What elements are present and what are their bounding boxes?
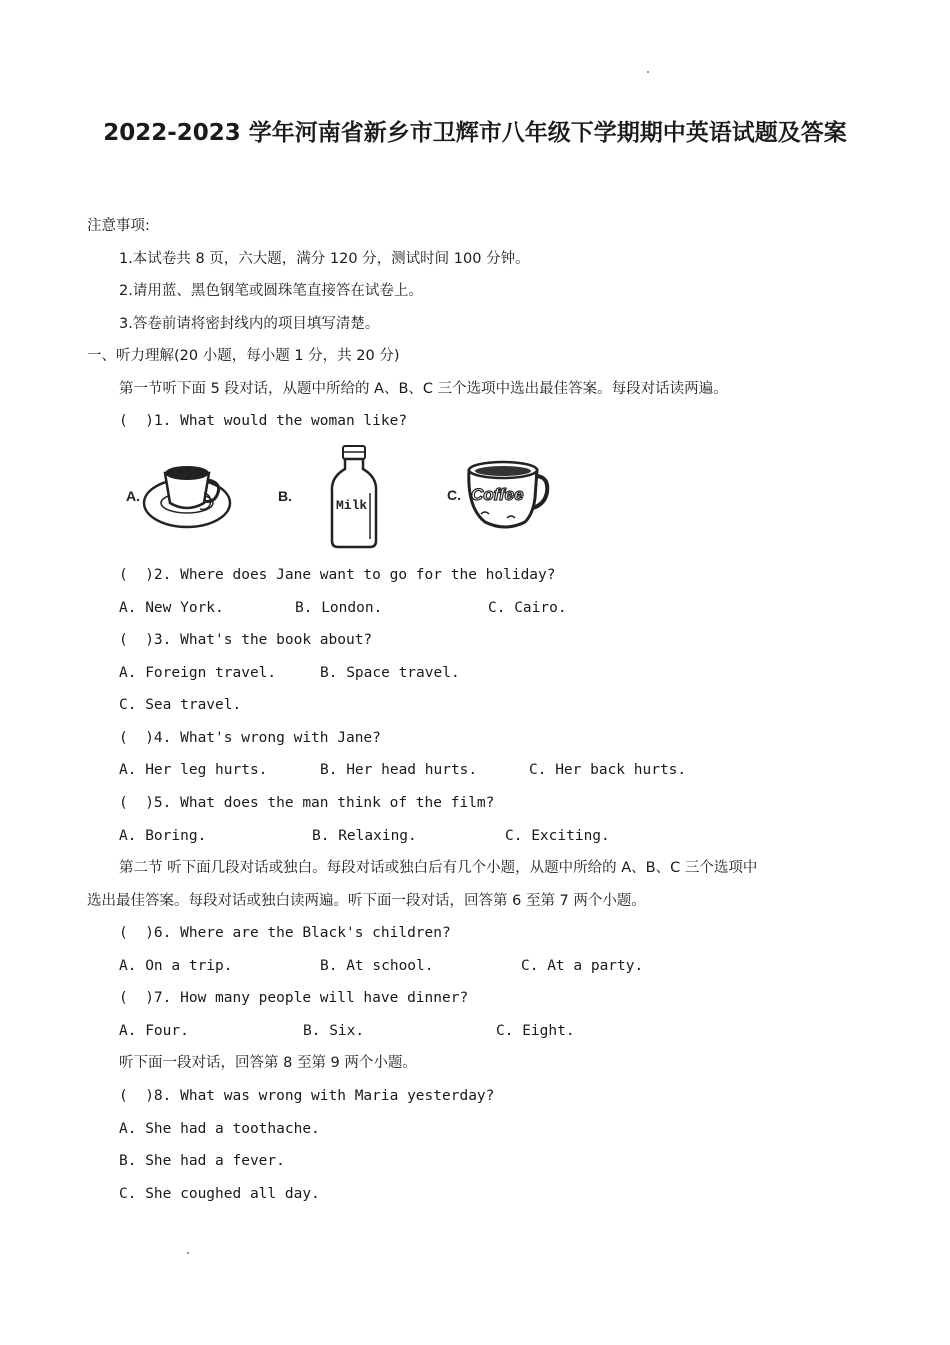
part2-intro-line-2: 选出最佳答案。每段对话或独白读两遍。听下面一段对话，回答第 6 至第 7 两个小题。 [87,893,646,909]
q4-option-b: B. Her head hurts. [320,762,478,778]
q8-option-a: A. She had a toothache. [119,1121,320,1137]
q4-option-a: A. Her leg hurts. [119,762,268,778]
q5-option-a: A. Boring. [119,828,207,844]
q4-option-c: C. Her back hurts. [529,762,687,778]
question-6-stem: ( )6. Where are the Black's children? [119,925,451,941]
q1-option-b-picture [275,443,385,551]
q2-option-b: B. London. [295,600,383,616]
q1-label-c: C. [447,487,461,503]
notice-heading: 注意事项: [87,218,150,234]
q1-option-c-picture [445,458,555,538]
q7-option-b: B. Six. [303,1023,365,1039]
question-7-stem: ( )7. How many people will have dinner? [119,990,469,1006]
speck-bottom [187,1252,189,1254]
q3-option-a: A. Foreign travel. [119,665,277,681]
milk-text: Milk [336,498,368,513]
q7-option-c: C. Eight. [496,1023,575,1039]
part2-intro-line-1: 第二节 听下面几段对话或独白。每段对话或独白后有几个小题，从题中所给的 A、B、C 三个选项中 [119,860,758,876]
q6-option-c: C. At a party. [521,958,644,974]
q8-option-b: B. She had a fever. [119,1153,285,1169]
question-2-stem: ( )2. Where does Jane want to go for the holiday? [119,567,556,583]
part1-intro: 第一节听下面 5 段对话，从题中所给的 A、B、C 三个选项中选出最佳答案。每段对话读两遍。 [119,381,728,397]
section1-heading: 一、听力理解(20 小题，每小题 1 分，共 20 分) [87,348,400,364]
notice-item-2: 2.请用蓝、黑色钢笔或圆珠笔直接答在试卷上。 [119,283,423,299]
speck-top [647,71,649,73]
milk-bottle-icon [275,443,385,551]
q7-option-a: A. Four. [119,1023,189,1039]
question-4-stem: ( )4. What's wrong with Jane? [119,730,381,746]
coffee-mug-icon [445,458,555,538]
coffee-text: Coffee [471,485,524,504]
q2-option-a: A. New York. [119,600,224,616]
q1-label-a: A. [126,488,140,504]
q5-option-b: B. Relaxing. [312,828,417,844]
q8-option-c: C. She coughed all day. [119,1186,320,1202]
page-title: 2022-2023 学年河南省新乡市卫辉市八年级下学期期中英语试题及答案 [103,120,847,146]
notice-item-3: 3.答卷前请将密封线内的项目填写清楚。 [119,316,380,332]
q2-option-c: C. Cairo. [488,600,567,616]
question-1-stem: ( )1. What would the woman like? [119,413,408,429]
q6-option-a: A. On a trip. [119,958,233,974]
q1-option-a-picture [120,455,240,535]
q3-option-b: B. Space travel. [320,665,460,681]
question-5-stem: ( )5. What does the man think of the film? [119,795,495,811]
q3-option-c: C. Sea travel. [119,697,242,713]
coffee-cup-saucer-icon [120,455,240,535]
q1-label-b: B. [278,488,292,504]
question-8-stem: ( )8. What was wrong with Maria yesterday? [119,1088,495,1104]
notice-item-1: 1.本试卷共 8 页，六大题，满分 120 分，测试时间 100 分钟。 [119,251,530,267]
q5-option-c: C. Exciting. [505,828,610,844]
question-3-stem: ( )3. What's the book about? [119,632,373,648]
part3-intro: 听下面一段对话，回答第 8 至第 9 两个小题。 [119,1055,417,1071]
q6-option-b: B. At school. [320,958,434,974]
